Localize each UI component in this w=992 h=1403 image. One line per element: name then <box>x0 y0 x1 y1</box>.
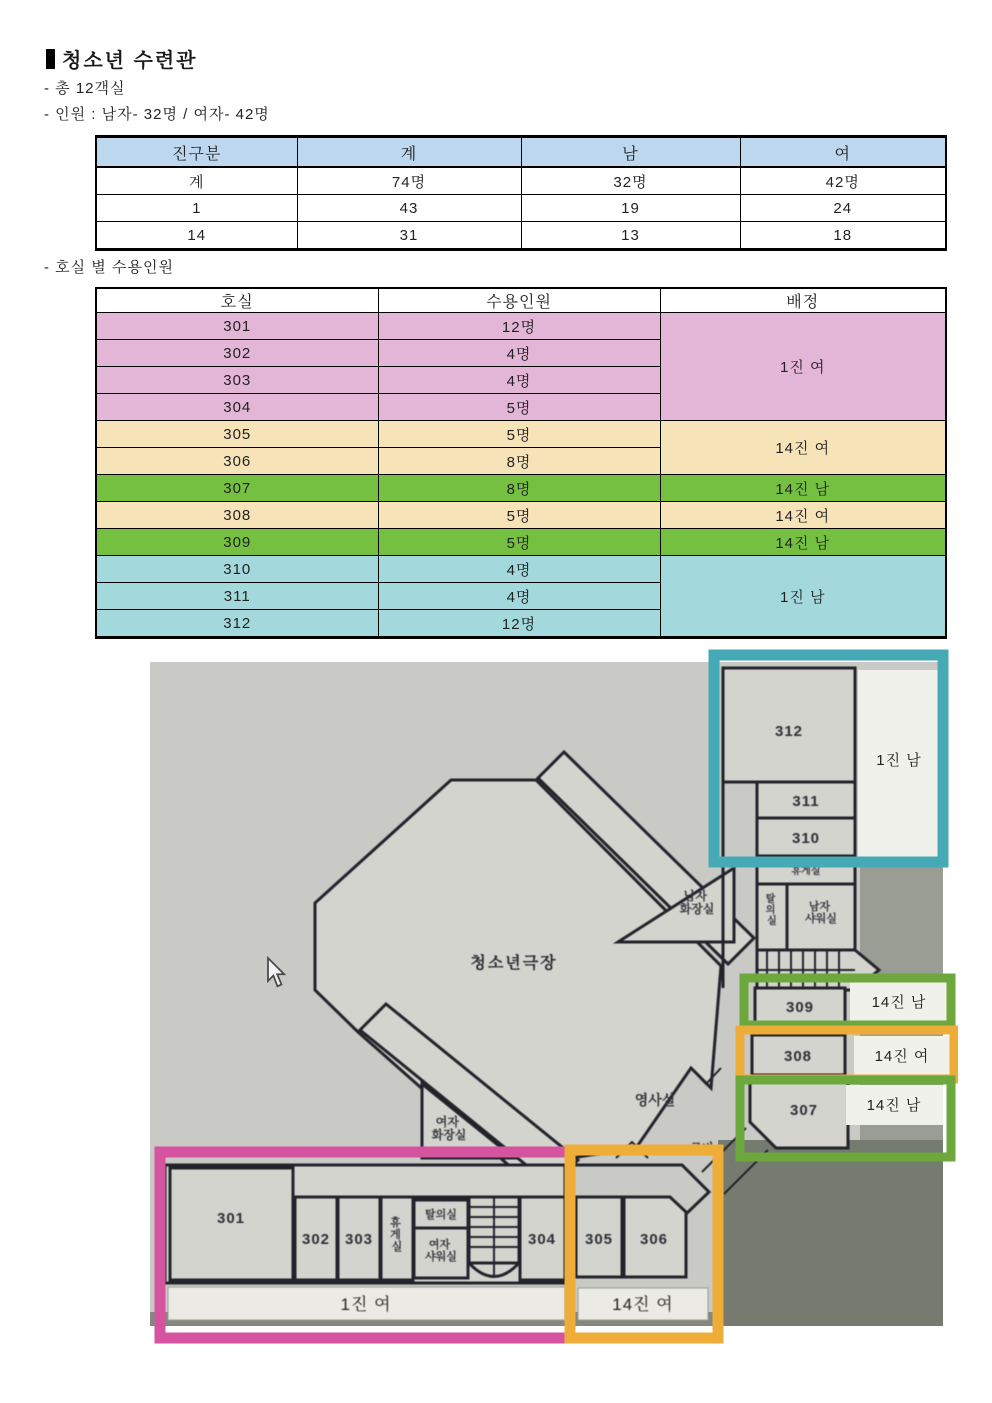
section-room-capacity-title: - 호실 별 수용인원 <box>44 259 174 276</box>
room-number-cell: 306 <box>96 448 378 475</box>
room-table-row <box>96 502 946 529</box>
summary-table-cell: 31 <box>297 222 521 250</box>
summary-table-cell: 계 <box>96 167 297 195</box>
room-number-cell: 304 <box>96 394 378 421</box>
room-308-number: 308 <box>783 1048 813 1065</box>
bullet-total-rooms: - 총 12객실 <box>44 80 126 97</box>
room-assignment-cell: 1진 남 <box>660 556 946 638</box>
green-307-overlay-label: 14진 남 <box>866 1097 922 1114</box>
summary-column-header: 여 <box>740 137 946 168</box>
summary-table-cell: 13 <box>521 222 740 250</box>
room-number-cell: 302 <box>96 340 378 367</box>
room-capacity-cell: 4명 <box>378 556 660 583</box>
room-312-number: 312 <box>774 723 804 740</box>
room-column-header: 호실 <box>96 288 378 313</box>
page-title-text: 청소년 수련관 <box>62 50 198 72</box>
summary-column-header: 남 <box>521 137 740 168</box>
summary-table-cell: 14 <box>96 222 297 250</box>
room-305-number: 305 <box>584 1231 614 1248</box>
room-303-number: 303 <box>344 1231 374 1248</box>
mens-shower-label: 남자 샤워실 <box>805 901 837 925</box>
theater-label: 청소년극장 <box>470 955 558 972</box>
room-capacity-cell: 12명 <box>378 313 660 340</box>
summary-table-cell: 42명 <box>740 167 946 195</box>
summary-table-cell: 1 <box>96 195 297 222</box>
room-assignment-cell: 14진 여 <box>660 502 946 529</box>
projection-room-label: 영사실 <box>634 1092 676 1108</box>
room-number-cell: 311 <box>96 583 378 610</box>
room-header-row <box>96 288 946 313</box>
summary-column-header: 계 <box>297 137 521 168</box>
room-307-number: 307 <box>789 1102 819 1119</box>
floorplan-photo <box>146 648 958 1348</box>
room-number-cell: 305 <box>96 421 378 448</box>
room-capacity-cell: 4명 <box>378 367 660 394</box>
room-capacity-cell: 8명 <box>378 448 660 475</box>
teal-overlay-label: 1진 남 <box>876 752 922 769</box>
room-column-header: 배정 <box>660 288 946 313</box>
summary-table-cell: 18 <box>740 222 946 250</box>
bullet-personnel: - 인원 : 남자- 32명 / 여자- 42명 <box>44 106 270 123</box>
summary-table-cell: 43 <box>297 195 521 222</box>
room-number-cell: 301 <box>96 313 378 340</box>
room-capacity-cell: 5명 <box>378 394 660 421</box>
room-table-row <box>96 313 946 340</box>
room-capacity-cell: 5명 <box>378 421 660 448</box>
room-assignment-cell: 14진 여 <box>660 421 946 475</box>
room-capacity-cell: 4명 <box>378 583 660 610</box>
room-assignment-cell: 14진 남 <box>660 475 946 502</box>
room-table-row <box>96 556 946 583</box>
summary-table-cell: 74명 <box>297 167 521 195</box>
room-number-cell: 312 <box>96 610 378 638</box>
room-311-number: 311 <box>792 793 820 810</box>
summary-table-cell: 24 <box>740 195 946 222</box>
room-capacity-cell: 8명 <box>378 475 660 502</box>
room-number-cell: 303 <box>96 367 378 394</box>
room-number-cell: 308 <box>96 502 378 529</box>
womens-shower-label: 여자 샤워실 <box>425 1239 457 1263</box>
room-310-number: 310 <box>791 830 821 847</box>
room-302-number: 302 <box>301 1231 331 1248</box>
green-309-overlay-label: 14진 남 <box>871 994 927 1011</box>
room-number-cell: 309 <box>96 529 378 556</box>
room-number-cell: 307 <box>96 475 378 502</box>
room-table-row <box>96 421 946 448</box>
room-306-number: 306 <box>639 1231 669 1248</box>
page-title <box>46 44 197 73</box>
group-bar-1jin-yeo-label: 1진 여 <box>340 1295 392 1314</box>
mens-toilet-label: 남자 화장실 <box>679 889 715 916</box>
room-table-row <box>96 475 946 502</box>
group-summary-table <box>95 135 947 251</box>
summary-table-cell: 32명 <box>521 167 740 195</box>
summary-table-row <box>96 167 946 195</box>
room-301-number: 301 <box>216 1210 246 1227</box>
summary-header-row <box>96 137 946 168</box>
room-309-number: 309 <box>785 999 815 1016</box>
room-capacity-cell: 5명 <box>378 502 660 529</box>
summary-table-cell: 19 <box>521 195 740 222</box>
lobby-label: 로비 <box>690 1141 714 1155</box>
room-column-header: 수용인원 <box>378 288 660 313</box>
room-assignment-cell: 1진 여 <box>660 313 946 421</box>
room-capacity-cell: 5명 <box>378 529 660 556</box>
group-bar-14jin-yeo-label: 14진 여 <box>612 1295 674 1314</box>
room-capacity-cell: 4명 <box>378 340 660 367</box>
summary-table-row <box>96 222 946 250</box>
summary-table-row <box>96 195 946 222</box>
room-number-cell: 310 <box>96 556 378 583</box>
room-assignment-cell: 14진 남 <box>660 529 946 556</box>
dressing-top-label: 탈 의 실 <box>765 894 777 927</box>
room-table-row <box>96 529 946 556</box>
room-capacity-cell: 12명 <box>378 610 660 638</box>
room-304-number: 304 <box>527 1231 557 1248</box>
summary-column-header: 진구분 <box>96 137 297 168</box>
orange-308-overlay-label: 14진 여 <box>874 1048 930 1065</box>
lounge-top-label: 휴게실 <box>791 866 821 877</box>
title-block-icon <box>46 49 55 69</box>
floorplan-svg <box>146 648 958 1348</box>
lounge-bottom-label: 휴 게 실 <box>390 1217 403 1253</box>
womens-toilet-label: 여자 화장실 <box>431 1115 467 1142</box>
dressing-bottom-label: 탈의실 <box>425 1209 457 1221</box>
room-assignment-table <box>95 287 947 639</box>
